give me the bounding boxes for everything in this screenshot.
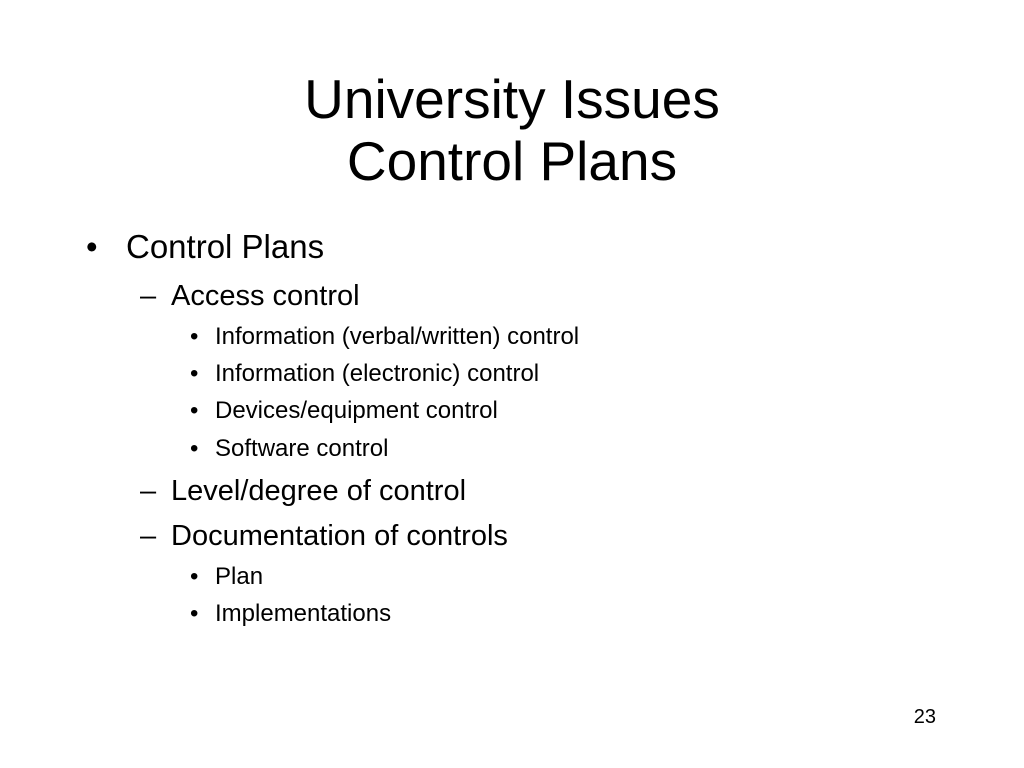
bullet-marker: • [190, 360, 199, 387]
sub-sub-bullet-item: Implementations [215, 600, 392, 627]
sub-bullet-access-control: Access control [171, 280, 360, 312]
bullet-marker: • [190, 600, 199, 627]
sub-bullet-documentation: Documentation of controls [171, 520, 508, 552]
bullet-marker: • [190, 323, 199, 350]
dash-marker: – [140, 475, 157, 507]
title-line-1: University Issues [304, 68, 720, 130]
sub-bullet-level-degree: Level/degree of control [171, 475, 467, 507]
sub-sub-bullet-item: Plan [215, 563, 264, 590]
bullet-marker: • [190, 563, 199, 590]
dash-marker: – [140, 280, 157, 312]
sub-sub-bullet-item: Software control [215, 435, 389, 462]
slide-title [0, 68, 1024, 192]
sub-sub-bullet-item: Information (verbal/written) control [215, 323, 580, 350]
bullet-marker: • [190, 435, 199, 462]
sub-sub-bullet-item: Devices/equipment control [215, 397, 498, 424]
bullet-marker: • [86, 228, 98, 265]
bullet-marker: • [190, 397, 199, 424]
title-line-2: Control Plans [346, 130, 678, 192]
dash-marker: – [140, 520, 157, 552]
page-number: 23 [913, 706, 936, 728]
bullet-control-plans: Control Plans [126, 228, 325, 265]
sub-sub-bullet-item: Information (electronic) control [215, 360, 540, 387]
